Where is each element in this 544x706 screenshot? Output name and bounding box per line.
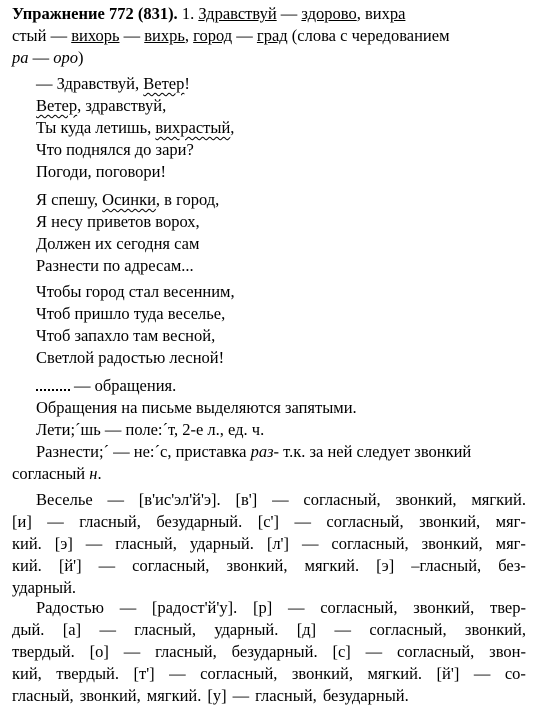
word: — [98,556,116,575]
word: — [365,642,383,661]
word: мягкий. [304,556,360,575]
word: –гласный, [411,556,482,575]
text: , [230,118,235,137]
word: [а] [62,620,82,639]
word: гласный, [115,534,177,553]
text: — Здравствуй, [36,74,144,93]
word: [радост'й'у]. [151,598,238,617]
letish-note: Лети;´шь — поле:´т, 2-е л., ед. ч. [36,420,265,439]
word: гласный, [12,686,74,705]
word: кий. [12,556,42,575]
word: гласный, [255,686,317,705]
word: — [99,620,116,639]
word: — [272,490,289,509]
word: ударный. [12,578,77,597]
word: [с'] [257,512,279,531]
word: — [287,598,305,617]
text: Разнести;´ — не:´с, приставка [36,442,251,461]
word: мяг- [495,534,526,553]
raznesti-note-2 [12,464,102,484]
word: [в'ис'эл'й'э]. [138,490,221,509]
underlined-word: ра [389,4,406,23]
phon2-line [12,664,526,684]
word: согласный, [320,598,398,617]
poem-line-12: Чтоб запахло там весной, [36,326,216,345]
letter-n: н [89,464,98,483]
word: [й'] [436,664,460,683]
word: [л'] [266,534,290,553]
word: звонкий, [79,686,141,705]
word: звонкий, [421,534,483,553]
exercise-header-line-1 [12,4,405,24]
word: мяг- [495,512,526,531]
poem-line-9: Разнести по адресам... [36,256,194,275]
alternation-ra: ра [12,48,29,67]
text: стый — [12,26,72,45]
text: (слова с чередованием [287,26,450,45]
appeal-osinki: Осинки [102,190,156,209]
word: [т'] [133,664,155,683]
raznesti-note [36,442,471,462]
poem-line-6 [36,190,219,210]
prefix-raz: раз [250,442,274,461]
underlined-word: здорово [301,4,357,23]
word: [и] [12,512,32,531]
poem-line-8: Должен их сегодня сам [36,234,200,253]
word: — [294,512,311,531]
phon2-line [12,642,526,662]
phon1-line [12,556,526,576]
word: — [123,642,141,661]
word: звонкий, [291,664,353,683]
exercise-header-line-2 [12,26,450,46]
word: звонкий, [464,620,526,639]
appeal-vikhrasty: вихрастый [155,118,231,137]
phon1-line [12,512,526,532]
poem-line-5: Погоди, поговори! [36,162,166,181]
word: согласный, [303,490,381,509]
word: согласный, [200,664,278,683]
word: мягкий. [471,490,526,509]
word: гласный, [79,512,141,531]
header-words-1 [198,4,405,23]
text: , здравствуй, [77,96,167,115]
word: твердый. [56,664,119,683]
word: безударный. [231,642,318,661]
word: — [473,664,491,683]
word: звонкий, [226,556,288,575]
word: согласный, [326,512,404,531]
word: Радостью [36,598,104,617]
dash: — [28,48,54,67]
text: — [276,4,302,23]
word: [о] [89,642,109,661]
word: [э] [54,534,73,553]
word: твердый. [12,642,75,661]
text: ! [184,74,190,93]
poem-line-11: Чтоб пришло туда веселье, [36,304,226,323]
word: [у] [207,686,227,705]
word: — [47,512,64,531]
text: Ты куда летишь, [36,118,156,137]
appeal-veter-2: Ветер [36,96,78,115]
word: звонкий, [419,512,481,531]
underlined-word: Здравствуй [198,4,277,23]
text: — обращения. [74,376,177,395]
poem-line-13: Светлой радостью лесной! [36,348,225,367]
word: [в'] [235,490,258,509]
phon2-line [36,598,526,618]
word: звонкий, [395,490,457,509]
exercise-title: Упражнение 772 (831). [12,4,178,23]
word: — [301,534,319,553]
poem-line-4: Что поднялся до зари? [36,140,194,159]
word: кий. [12,534,42,553]
text: . [97,464,102,483]
commas-note: Обращения на письме выделяются запятыми. [36,398,357,417]
poem-line-1 [36,74,190,94]
word: [р] [252,598,273,617]
word: [й'] [58,556,82,575]
wavy-underline-sample [36,383,70,391]
underlined-word: вихрь [144,26,185,45]
text: , вих [356,4,390,23]
word: — [232,686,250,705]
poem-line-2 [36,96,166,116]
word: звонкий, [413,598,475,617]
phon1-line [12,534,526,554]
word: [д] [296,620,317,639]
word: согласный, [369,620,447,639]
word: ударный. [214,620,279,639]
word: без- [498,556,526,575]
alternation-oro: оро [53,48,78,67]
text: , в город, [155,190,220,209]
word: — [334,620,351,639]
word: мягкий. [146,686,202,705]
text: Я спешу, [36,190,103,209]
word: мягкий. [367,664,423,683]
word: безударный. [322,686,409,705]
word: гласный, [155,642,217,661]
word: Веселье [36,490,93,509]
word: согласный, [397,642,475,661]
phon1-line [36,490,526,510]
word: безударный. [156,512,243,531]
word: [э] [376,556,395,575]
text: - т.к. за ней следует звонкий [273,442,472,461]
word: — [119,598,137,617]
text: — [119,26,145,45]
exercise-header-line-3 [12,48,84,68]
phon2-line [12,686,526,706]
word: звон- [489,642,526,661]
text: , [184,26,194,45]
underlined-word: град [256,26,288,45]
text: — [232,26,257,45]
underlined-word: вихорь [71,26,120,45]
word: твер- [490,598,526,617]
word: — [85,534,103,553]
word: кий, [12,664,42,683]
word: ударный. [189,534,254,553]
paren: ) [78,48,84,67]
underlined-word: город [193,26,233,45]
poem-line-7: Я несу приветов ворох, [36,212,200,231]
text: согласный [12,464,90,483]
phon2-line [12,620,526,640]
poem-line-10: Чтобы город стал весенним, [36,282,235,301]
word: согласный, [331,534,409,553]
word: — [107,490,124,509]
word: согласный, [132,556,210,575]
word: дый. [12,620,45,639]
appeal-veter: Ветер [143,74,185,93]
item-number: 1. [181,4,195,23]
phon1-line [12,578,526,598]
word: — [169,664,186,683]
word: гласный, [134,620,196,639]
word: [с] [332,642,351,661]
appeal-note [36,376,176,396]
word: со- [504,664,526,683]
poem-line-3 [36,118,234,138]
